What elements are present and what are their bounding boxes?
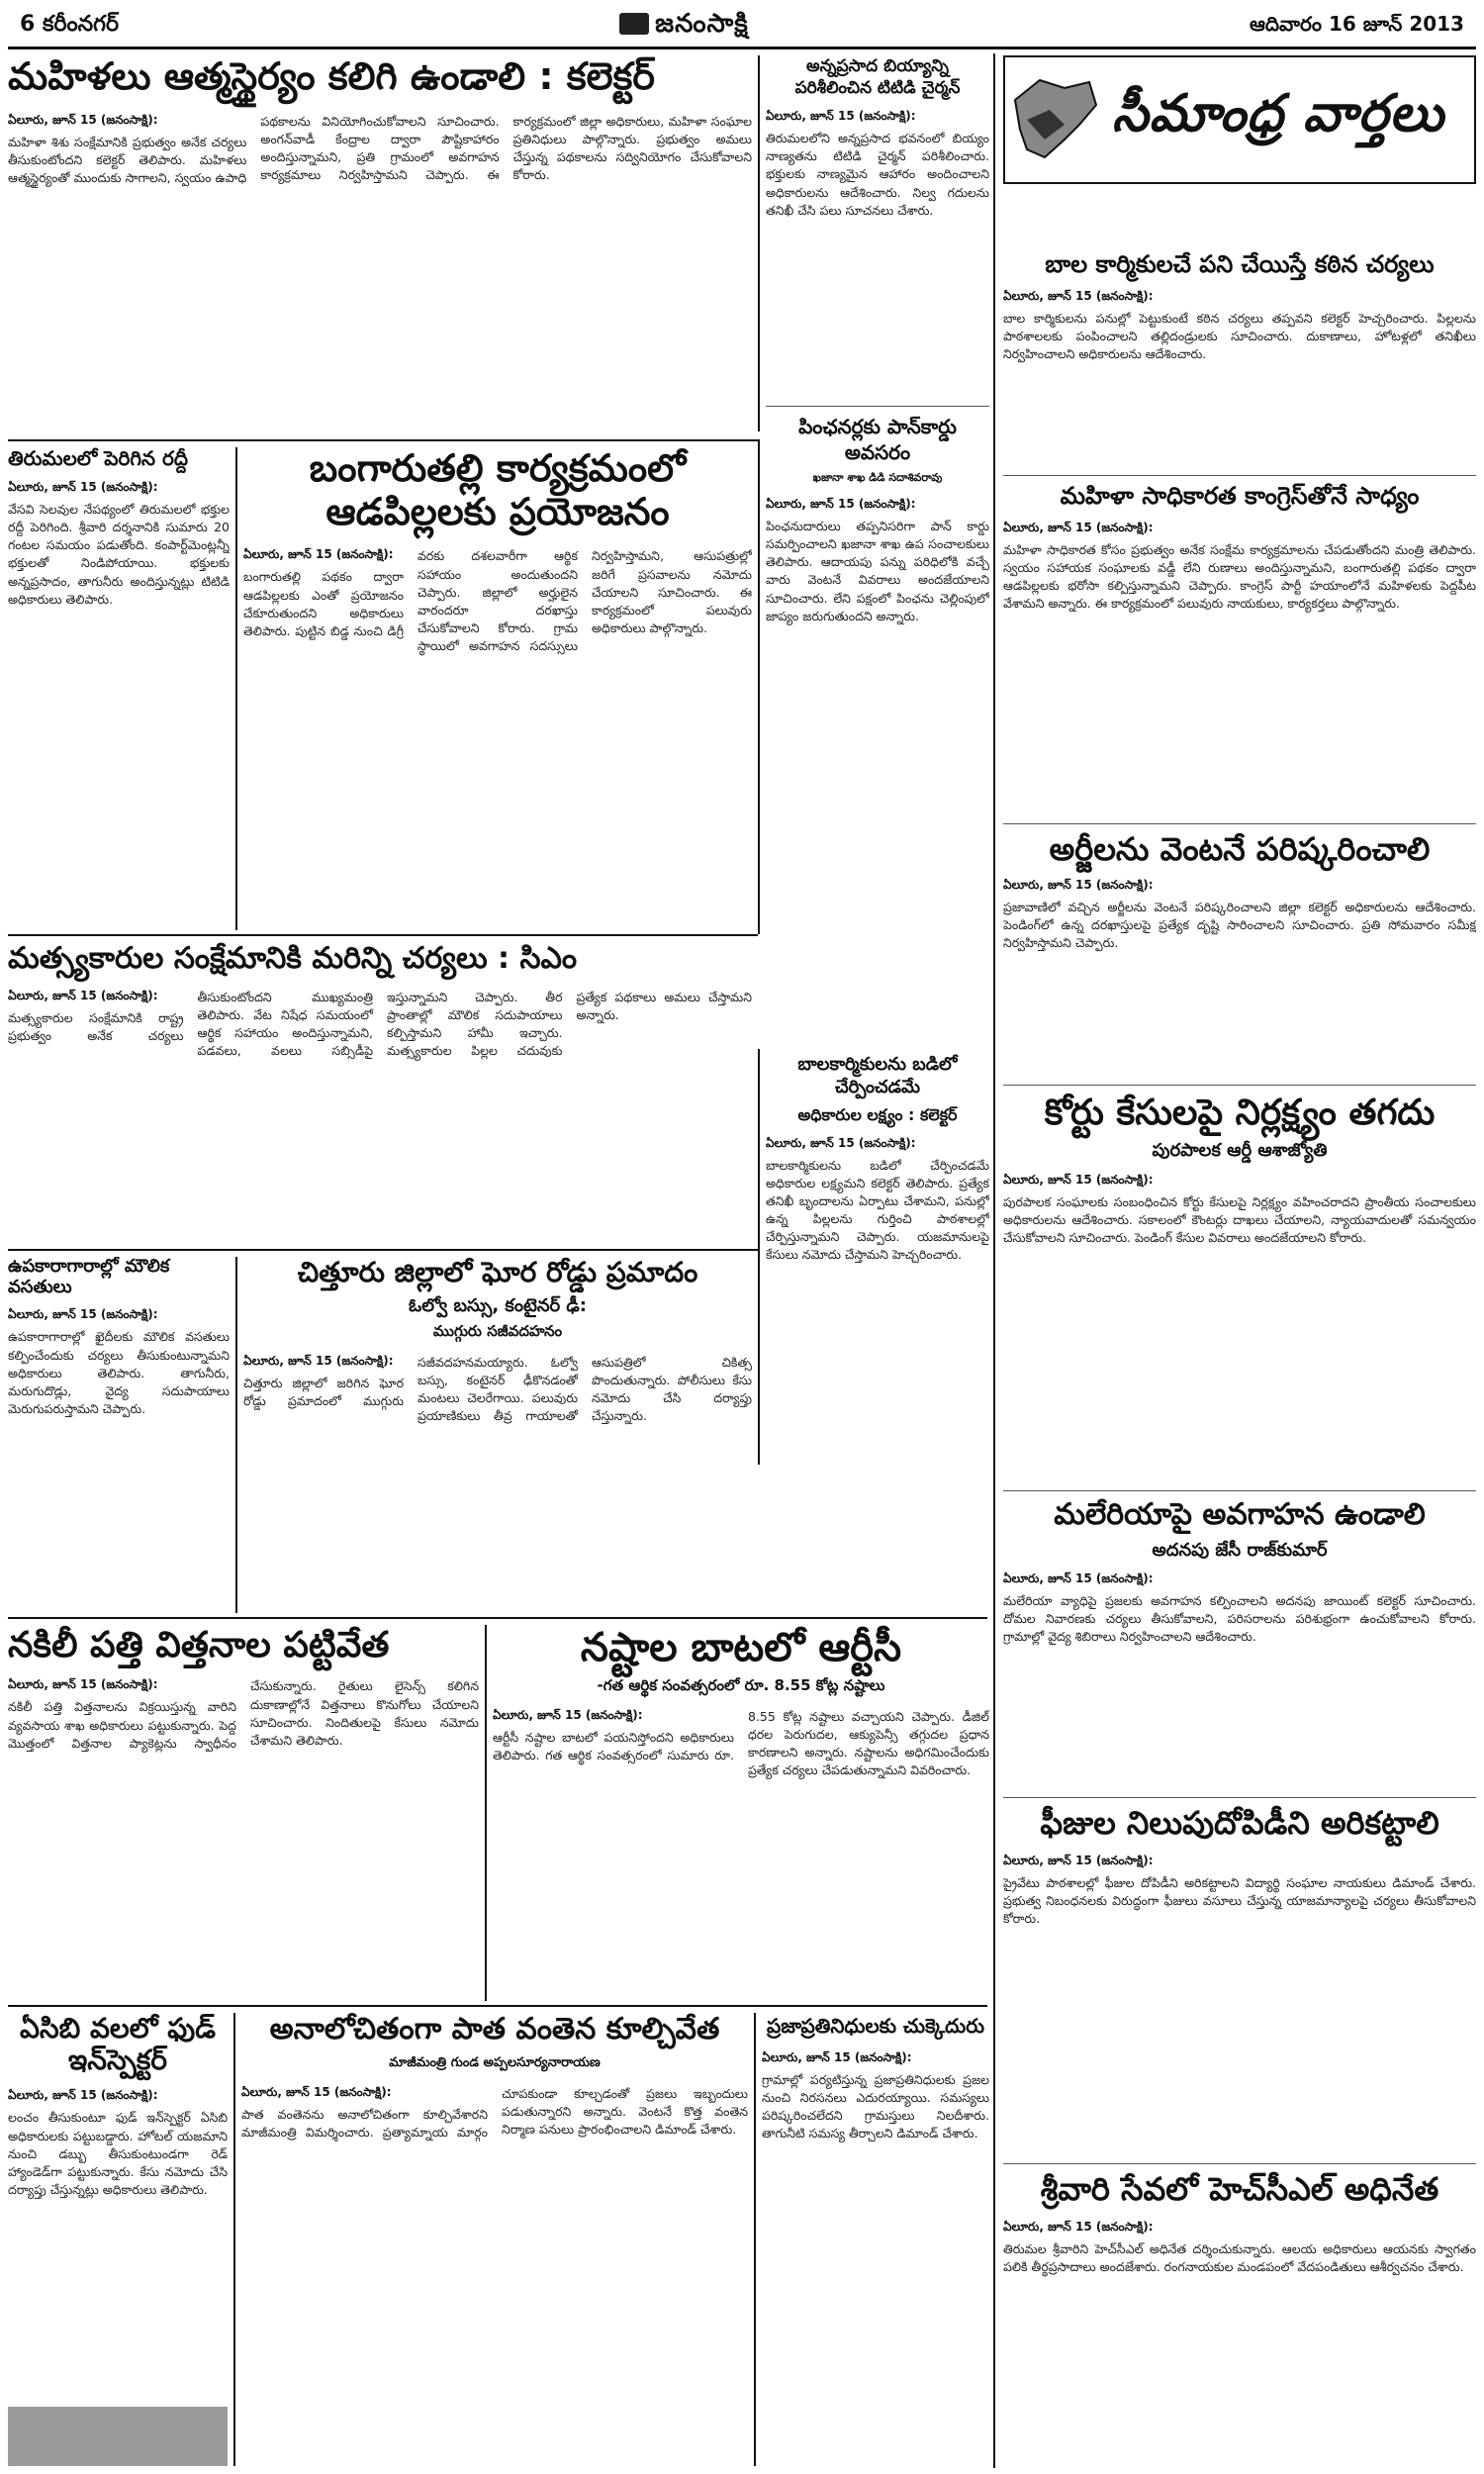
article-body: మహిళా సాధికారత కోసం ప్రభుత్వం అనేక సంక్షేమ కార్యక్రమాలను చేపడుతోందని మంత్రి తెలిపారు. స్వయం సహాయక సంఘాలకు వడ్డీ లేని రుణాలు అందిస్తున్నామని, బంగారుతల్లి పథకం ద్వారా ఆడపిల్లలకు భరోసా కల్పిస్తున్నామని చెప్పారు. కాంగ్రెస్ పార్టీ హయాంలోనే మహిళలకు పెద్దపీట వేశామని అన్నారు. ఈ కార్యక్రమంలో పలువురు నాయకులు, కార్యకర్తలు పాల్గొన్నారు. <box>1003 541 1476 611</box>
divider <box>1003 823 1476 824</box>
article-fees <box>1003 1805 1476 2161</box>
article-body: పాత వంతెనను అనాలోచితంగా కూల్చివేశారని మాజీమంత్రి విమర్శించారు. ప్రత్యామ్నాయ మార్గం చూపకుండా కూల్చడంతో ప్రజలు ఇబ్బందులు పడుతున్నారని అన్నారు. వెంటనే కొత్త వంతెన నిర్మాణ పనులు ప్రారంభించాలని డిమాండ్ చేశారు. <box>241 2085 748 2140</box>
section-banner <box>1003 55 1476 184</box>
article-body: చిత్తూరు జిల్లాలో జరిగిన ఘోర రోడ్డు ప్రమాదంలో ముగ్గురు సజీవదహనమయ్యారు. ఓల్వో బస్సు, కంటైనర్ ఢీకొనడంతో మంటలు చెలరేగాయి. పలువురు ప్రయాణికులు తీవ్ర గాయాలతో ఆసుపత్రిలో చికిత్స పొందుతున్నారు. పోలీసులు కేసు నమోదు చేసి దర్యాప్తు చేస్తున్నారు. <box>243 1354 752 1423</box>
article-body: బంగారుతల్లి పథకం ద్వారా ఆడపిల్లలకు ఎంతో ప్రయోజనం చేకూరుతుందని అధికారులు తెలిపారు. పుట్టిన బిడ్డ నుంచి డిగ్రీ వరకు దశలవారీగా ఆర్థిక సహాయం అందుతుందని చెప్పారు. జిల్లాలో అర్హులైన వారందరూ దరఖాస్తు చేసుకోవాలని కోరారు. గ్రామ స్థాయిలో అవగాహన సదస్సులు నిర్వహిస్తామని, ఆసుపత్రుల్లో జరిగే ప్రసవాలను నమోదు చేయాలని సూచించారు. ఈ కార్యక్రమంలో పలువురు అధికారులు పాల్గొన్నారు. <box>243 548 752 653</box>
dateline: ఏలూరు, జూన్ 15 (జనంసాక్షి): <box>493 1707 643 1722</box>
dateline: ఏలూరు, జూన్ 15 (జనంసాక్షి): <box>243 547 394 562</box>
article-body: గ్రామాల్లో పర్యటిస్తున్న ప్రజాప్రతినిధులకు ప్రజల నుంచి నిరసనలు ఎదురయ్యాయి. సమస్యలు పరిష్కరించలేదని గ్రామస్తులు నిలదీశారు. తాగునీటి సమస్య తీర్చాలని డిమాండ్ చేశారు. <box>762 2072 989 2141</box>
article-body: పురపాలక సంఘాలకు సంబంధించిన కోర్టు కేసులపై నిర్లక్ష్యం వహించరాదని ప్రాంతీయ సంచాలకులు అధికారులను ఆదేశించారు. సకాలంలో కౌంటర్లు దాఖలు చేయాలని, న్యాయవాదులతో సమన్వయం చేసుకోవాలని సూచించారు. పెండింగ్ కేసుల వివరాలు అందజేయాలని కోరారు. <box>1003 1193 1476 1246</box>
divider <box>1003 2163 1476 2164</box>
headline: అనాలోచితంగా పాత వంతెన కూల్చివేత <box>269 2013 720 2046</box>
headline: నకిలీ పత్తి విత్తనాల పట్టివేత <box>8 1625 390 1665</box>
page-number: 6 <box>20 11 36 37</box>
article-body: మత్స్యకారుల సంక్షేమానికి రాష్ట్ర ప్రభుత్వం అనేక చర్యలు తీసుకుంటోందని ముఖ్యమంత్రి తెలిపారు. వేట నిషేధ సమయంలో ఆర్థిక సహాయం అందిస్తున్నామని, పడవలు, వలలు సబ్సిడీపై ఇస్తున్నామని చెప్పారు. తీర ప్రాంతాల్లో మౌలిక సదుపాయాలు కల్పిస్తామని హామీ ఇచ్చారు. మత్స్యకారుల పిల్లల చదువుకు ప్రత్యేక పథకాలు అమలు చేస్తామని అన్నారు. <box>8 989 752 1058</box>
headline: ప్రజాప్రతినిధులకు చుక్కెదురు <box>766 2014 984 2038</box>
dateline: ఏలూరు, జూన్ 15 (జనంసాక్షి): <box>241 2084 392 2099</box>
article-body: మలేరియా వ్యాధిపై ప్రజలకు అవగాహన కల్పించాలని అదనపు జాయింట్ కలెక్టర్ సూచించారు. దోమల నివారణకు చర్యలు తీసుకోవాలని, పరిసరాలను పరిశుభ్రంగా ఉంచుకోవాలని కోరారు. గ్రామాల్లో వైద్య శిబిరాలు నిర్వహించాలని ఆదేశించారు. <box>1003 1592 1476 1645</box>
divider <box>1003 1085 1476 1086</box>
article-body: మహిళా శిశు సంక్షేమానికి ప్రభుత్వం అనేక చర్యలు తీసుకుంటోందని కలెక్టర్ తెలిపారు. మహిళలు ఆత్మస్థైర్యంతో ముందుకు సాగాలని, స్వయం ఉపాధి పథకాలను వినియోగించుకోవాలని సూచించారు. అంగన్‌వాడీ కేంద్రాల ద్వారా పౌష్టికాహారం అందిస్తున్నామని, ప్రతి గ్రామంలో అవగాహన కార్యక్రమాలు నిర్వహిస్తామని చెప్పారు. ఈ కార్యక్రమంలో జిల్లా అధికారులు, మహిళా సంఘాల ప్రతినిధులు పాల్గొన్నారు. ప్రభుత్వం అమలు చేస్తున్న పథకాలను సద్వినియోగం చేసుకోవాలని కోరారు. <box>8 113 752 185</box>
brand-icon <box>619 13 649 35</box>
byline: మాజీమంత్రి గుండ అప్పలసూర్యనారాయణ <box>389 2054 601 2070</box>
article-body: తిరుమల శ్రీవారిని హెచ్‌సీఎల్ అధినేత దర్శించుకున్నారు. ఆలయ అధికారులు ఆయనకు స్వాగతం పలికి తీర్థప్రసాదాలు అందజేశారు. రంగనాయకుల మండపంలో వేదపండితులు ఆశీర్వచనం చేశారు. <box>1003 2240 1476 2274</box>
article-hcl-srivari <box>1003 2171 1476 2468</box>
section-rule <box>8 934 758 936</box>
column-rule <box>235 1257 237 1613</box>
headline: మత్స్యకారుల సంక్షేమానికి మరిన్ని చర్యలు : సిఎం <box>8 942 578 976</box>
headline: నష్టాల బాటలో ఆర్టీసీ <box>580 1625 902 1670</box>
dateline: ఏలూరు, జూన్ 15 (జనంసాక్షి): <box>1003 1570 1154 1585</box>
dateline: ఏలూరు, జూన్ 15 (జనంసాక్షి): <box>1003 1172 1154 1187</box>
article-petitions <box>1003 831 1476 1079</box>
article-body: నకిలీ పత్తి విత్తనాలను విక్రయిస్తున్న వారిని వ్యవసాయ శాఖ అధికారులు పట్టుకున్నారు. పెద్ద మొత్తంలో విత్తనాల ప్యాకెట్లను స్వాధీనం చేసుకున్నారు. రైతులు లైసెన్స్ కలిగిన దుకాణాల్లోనే విత్తనాలు కొనుగోలు చేయాలని సూచించారు. నిందితులపై కేసులు నమోదు చేశామని తెలిపారు. <box>8 1678 479 1751</box>
article-body: లంచం తీసుకుంటూ ఫుడ్ ఇన్‌స్పెక్టర్ ఏసిబి అధికారులకు పట్టుబడ్డారు. హోటల్ యజమాని నుంచి డబ్బు తీసుకుంటుండగా రెడ్ హ్యాండెడ్‌గా పట్టుకున్నారు. కేసు నమోదు చేసి దర్యాప్తు చేస్తున్నట్లు అధికారులు తెలిపారు. <box>8 2110 228 2197</box>
headline: చిత్తూరు జిల్లాలో ఘోర రోడ్డు ప్రమాదం <box>297 1257 698 1288</box>
article-body: ఉపకారాగారాల్లో ఖైదీలకు మౌలిక వసతులు కల్పించేందుకు చర్యలు తీసుకుంటున్నామని అధికారులు తెలిపారు. తాగునీరు, మరుగుదొడ్లు, వైద్య సదుపాయాలు మెరుగుపరుస్తామని చెప్పారు. <box>8 1329 230 1416</box>
article-body: ప్రజావాణిలో వచ్చిన అర్జీలను వెంటనే పరిష్కరించాలని జిల్లా కలెక్టర్ అధికారులను ఆదేశించారు. పెండింగ్‌లో ఉన్న దరఖాస్తులపై ప్రత్యేక దృష్టి సారించాలని సూచించారు. ప్రతి సోమవారం సమీక్ష నిర్వహిస్తామని చెప్పారు. <box>1003 899 1476 951</box>
headline: మహిళా సాధికారత కాంగ్రెస్‌తోనే సాధ్యం <box>1060 483 1420 510</box>
article-tirumala-rush <box>8 447 230 932</box>
dateline: ఏలూరు, జూన్ 15 (జనంసాక్షి): <box>762 2050 912 2064</box>
article-body: బాల కార్మికులను పనుల్లో పెట్టుకుంటే కఠిన చర్యలు తప్పవని కలెక్టర్ హెచ్చరించారు. పిల్లలను పాఠశాలలకు పంపించాలని తల్లిదండ్రులకు సూచించారు. దుకాణాలు, హోటళ్లలో తనిఖీలు నిర్వహించాలని అధికారులను ఆదేశించారు. <box>1003 310 1476 361</box>
article-fishermen <box>8 942 752 1247</box>
divider <box>1003 1797 1476 1798</box>
column-rule <box>754 2013 756 2466</box>
headline: ఏసిబి వలలో ఫుడ్ ఇన్‌స్పెక్టర్ <box>20 2013 216 2077</box>
brand-logo <box>619 9 749 45</box>
article-public-reps <box>762 2013 989 2466</box>
headline: బాలకార్మికులను బడిలో చేర్పించడమే <box>797 1054 958 1098</box>
article-upa-jail <box>8 1257 230 1613</box>
article-women-empowerment <box>1003 483 1476 824</box>
article-bangaru-talli <box>243 447 752 932</box>
article-body: పింఛనుదారులు తప్పనిసరిగా పాన్ కార్డు సమర్పించాలని ఖజానా శాఖ ఉప సంచాలకులు తెలిపారు. ఆదాయపు పన్ను పరిధిలోకి వచ్చే వారు వెంటనే వివరాలు అందజేయాలని సూచించారు. లేని పక్షంలో పింఛను చెల్లింపులో జాప్యం జరుగుతుందని అన్నారు. <box>766 519 989 623</box>
district-name: కరీంనగర్ <box>42 11 119 37</box>
article-fake-seeds <box>8 1625 479 2001</box>
byline: ఖజానా శాఖ డిడి సదాశివరావు <box>812 471 943 484</box>
headline: ఉపకారాగారాల్లో మౌలిక వసతులు <box>8 1257 170 1297</box>
dateline: ఏలూరు, జూన్ 15 (జనంసాక్షి): <box>766 497 916 511</box>
headline: శ్రీవారి సేవలో హెచ్‌సీఎల్ అధినేత <box>1040 2171 1439 2208</box>
article-body: ఆర్టీసీ నష్టాల బాటలో పయనిస్తోందని అధికారులు తెలిపారు. గత ఆర్థిక సంవత్సరంలో సుమారు రూ. 8.55 కోట్ల నష్టాలు వచ్చాయని చెప్పారు. డీజిల్ ధరల పెరుగుదల, ఆక్యుపెన్సీ తగ్గుదల ప్రధాన కారణాలని అన్నారు. నష్టాలను అధిగమించేందుకు ప్రత్యేక చర్యలు చేపడుతున్నామని వివరించారు. <box>493 1708 989 1777</box>
divider <box>1003 475 1476 476</box>
headline: పింఛనర్లకు పాన్‌కార్డు అవసరం <box>798 415 957 464</box>
subhead: పురపాలక ఆర్డీ ఆశాజ్యోతి <box>1152 1140 1328 1162</box>
article-body: బాలకార్మికులను బడిలో చేర్పించడమే అధికారుల లక్ష్యమని కలెక్టర్ తెలిపారు. ప్రత్యేక తనిఖీ బృందాలను ఏర్పాటు చేశామని, పనుల్లో ఉన్న పిల్లలను గుర్తించి పాఠశాలల్లో చేర్పిస్తున్నామని చెప్పారు. యజమానులపై కేసులు నమోదు చేస్తామని హెచ్చరించారు. <box>766 1157 989 1263</box>
column-rule <box>758 439 760 934</box>
masthead-left <box>20 12 119 42</box>
dateline: ఏలూరు, జూన్ 15 (జనంసాక్షి): <box>766 1135 916 1150</box>
section-rule <box>8 1249 758 1251</box>
headline: ఫీజుల నిలుపుదోపిడీని అరికట్టాలి <box>1040 1805 1439 1842</box>
headline: మలేరియాపై అవగాహన ఉండాలి <box>1054 1498 1426 1532</box>
headline: కోర్టు కేసులపై నిర్లక్ష్యం తగదు <box>1044 1093 1436 1133</box>
article-child-labour <box>1003 251 1476 479</box>
subhead: ఓల్వో బస్సు, కంటైనర్ ఢీ: <box>409 1295 587 1317</box>
headline: బంగారుతల్లి కార్యక్రమంలో ఆడపిల్లలకు ప్రయోజనం <box>309 447 687 533</box>
dateline: ఏలూరు, జూన్ 15 (జనంసాక్షి): <box>1003 288 1154 303</box>
dateline: ఏలూరు, జూన్ 15 (జనంసాక్షి): <box>1003 2219 1154 2234</box>
brand-name: జనంసాక్షి <box>655 8 749 39</box>
headline: అర్జీలను వెంటనే పరిష్కరించాలి <box>1049 831 1431 868</box>
dateline: ఏలూరు, జూన్ 15 (జనంసాక్షి): <box>8 1677 158 1692</box>
subhead: అధికారుల లక్ష్యం : కలెక్టర్ <box>797 1104 958 1124</box>
subhead: అదనపు జేసీ రాజ్‌కుమార్ <box>1152 1539 1328 1561</box>
issue-date: ఆదివారం 16 జూన్ 2013 <box>1249 12 1464 36</box>
dateline: ఏలూరు, జూన్ 15 (జనంసాక్షి): <box>8 112 158 127</box>
dateline: ఏలూరు, జూన్ 15 (జనంసాక్షి): <box>8 1307 158 1322</box>
advertisement-box <box>8 2407 228 2466</box>
article-body: వేసవి సెలవుల నేపథ్యంలో తిరుమలలో భక్తుల రద్దీ పెరిగింది. శ్రీవారి దర్శనానికి సుమారు 20 గంటల సమయం పడుతోంది. కంపార్ట్‌మెంట్లన్నీ భక్తులతో నిండిపోయాయి. భక్తులకు అన్నప్రసాదం, తాగునీరు అందిస్తున్నట్లు టిటిడి అధికారులు తెలిపారు. <box>8 502 230 607</box>
dateline: ఏలూరు, జూన్ 15 (జనంసాక్షి): <box>8 988 158 1002</box>
section-rule <box>8 2005 987 2007</box>
column-rule <box>758 55 760 431</box>
article-pension-pan <box>766 414 989 1047</box>
headline: మహిళలు ఆత్మస్థైర్యం కలిగి ఉండాలి : కలెక్టర్ <box>8 55 655 98</box>
state-map-icon <box>1005 70 1104 169</box>
article-malaria <box>1003 1498 1476 1795</box>
article-chittoor-accident <box>243 1257 752 1613</box>
article-child-workers-school <box>766 1053 989 1647</box>
article-ttd-chairman <box>766 55 989 404</box>
article-body: ప్రైవేటు పాఠశాలల్లో ఫీజుల దోపిడీని అరికట్టాలని విద్యార్థి సంఘాల నాయకులు డిమాండ్ చేశారు. ప్రభుత్వ నిబంధనలకు విరుద్ధంగా ఫీజులు వసూలు చేస్తున్న యాజమాన్యాలపై చర్యలు తీసుకోవాలని కోరారు. <box>1003 1874 1476 1927</box>
article-acb-trap <box>8 2013 228 2399</box>
divider <box>1003 1490 1476 1491</box>
dateline: ఏలూరు, జూన్ 15 (జనంసాక్షి): <box>8 480 158 494</box>
dateline: ఏలూరు, జూన్ 15 (జనంసాక్షి): <box>1003 520 1154 534</box>
headline: తిరుమలలో పెరిగిన రద్దీ <box>8 447 189 470</box>
masthead <box>8 6 1476 49</box>
dateline: ఏలూరు, జూన్ 15 (జనంసాక్షి): <box>1003 1853 1154 1867</box>
article-court-cases <box>1003 1093 1476 1488</box>
article-body: తిరుమలలోని అన్నప్రసాద భవనంలో బియ్యం నాణ్యతను టిటిడి చైర్మన్ పరిశీలించారు. భక్తులకు నాణ్యమైన ఆహారం అందించాలని అధికారులను ఆదేశించారు. నిల్వ గదులను తనిఖీ చేసి పలు సూచనలు చేశారు. <box>766 131 989 218</box>
headline: అన్నప్రసాద బియ్యాన్ని పరిశీలించిన టిటిడి చైర్మన్ <box>794 56 961 99</box>
dateline: ఏలూరు, జూన్ 15 (జనంసాక్షి): <box>243 1353 394 1368</box>
dateline: ఏలూరు, జూన్ 15 (జనంసాక్షి): <box>1003 877 1154 892</box>
section-rule <box>8 439 758 441</box>
article-women-collector <box>8 55 752 491</box>
column-rule <box>233 2013 235 2466</box>
section-banner-title: సీమాంధ్ర వార్తలు <box>1112 83 1445 143</box>
article-rtc-losses <box>493 1625 989 2001</box>
article-old-bridge <box>241 2013 748 2466</box>
byline: ముగ్గురు సజీవదహనం <box>432 1321 563 1340</box>
dateline: ఏలూరు, జూన్ 15 (జనంసాక్షి): <box>766 109 916 124</box>
column-rule <box>758 1049 760 1465</box>
section-rule <box>8 1617 987 1619</box>
column-rule <box>485 1625 487 2001</box>
column-rule <box>235 447 237 930</box>
dateline: ఏలూరు, జూన్ 15 (జనంసాక్షి): <box>8 2088 158 2103</box>
column-rule-main <box>993 53 995 2468</box>
headline: బాల కార్మికులచే పని చేయిస్తే కఠిన చర్యలు <box>1045 251 1435 278</box>
divider <box>766 406 989 407</box>
subhead: -గత ఆర్థిక సంవత్సరంలో రూ. 8.55 కోట్ల నష్టాలు <box>597 1676 885 1694</box>
